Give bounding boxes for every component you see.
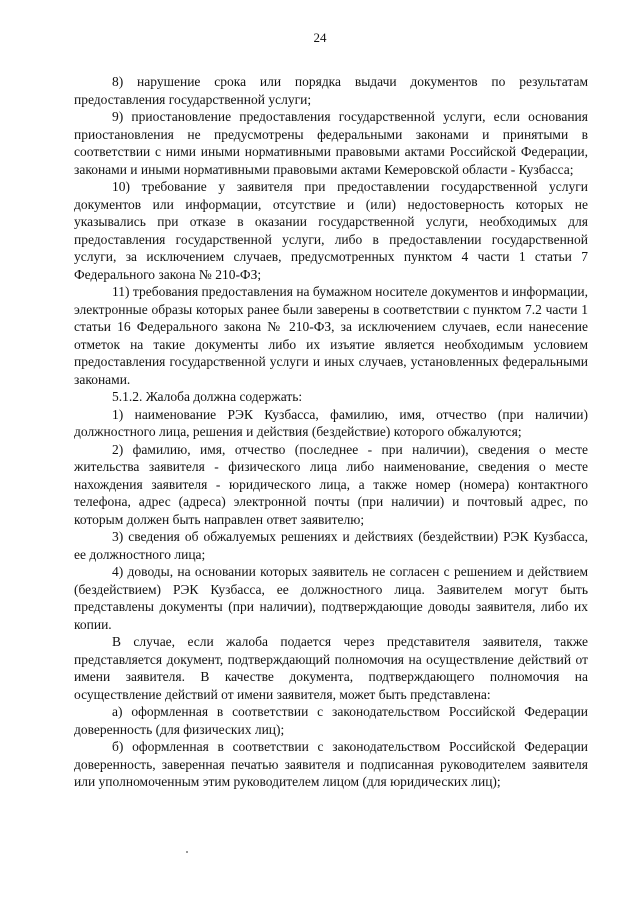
paragraph-representative: В случае, если жалоба подается через представителя заявителя, также представляется документ, подтверждающий полномочия на осуществление действий от имени заявителя. В качестве документа, подтверждающего полномочия на осуществление действий от имени заявителя, может быть представлена: (74, 634, 588, 702)
paragraph-item-8: 8) нарушение срока или порядка выдачи документов по результатам предоставления государственной услуги; (74, 74, 588, 107)
paragraph-item-10: 10) требование у заявителя при предоставлении государственной услуги документов или информации, отсутствие и (или) недостоверность которых не указывались при отказе в оказании государственной услуги, необходимых для предоставления государственной услуги, либо в предоставлении государственной услуги, за исключением случаев, предусмотренных пунктом 4 части 1 статьи 7 Федерального закона № 210-ФЗ; (74, 179, 588, 282)
section-heading-5-1-2: 5.1.2. Жалоба должна содержать: (112, 389, 303, 404)
paragraph-option-a: а) оформленная в соответствии с законодательством Российской Федерации доверенность (для физических лиц); (74, 704, 588, 737)
paragraph-complaint-3: 3) сведения об обжалуемых решениях и действиях (бездействии) РЭК Кузбасса, ее должностного лица; (74, 529, 588, 562)
paragraph-complaint-2: 2) фамилию, имя, отчество (последнее - при наличии), сведения о месте жительства заявителя - физического лица либо наименование, сведения о месте нахождения заявителя - юридического лица, а также номер (номера) контактного телефона, адрес (адреса) электронной почты (при наличии) и почтовый адрес, по которым должен быть направлен ответ заявителю; (74, 441, 588, 527)
paragraph-complaint-4: 4) доводы, на основании которых заявитель не согласен с решением и действием (бездействием) РЭК Кузбасса, ее должностного лица. Заявителем могут быть представлены документы (при наличии), подтверждающие доводы заявителя, либо их копии. (74, 564, 588, 632)
paragraph-item-9: 9) приостановление предоставления государственной услуги, если основания приостановления не предусмотрены федеральными законами и принятыми в соответствии с ними иными нормативными правовыми актами Российской Федерации, законами и иными нормативными правовыми актами Кемеровской области - Кузбасса; (74, 109, 588, 177)
document-body (74, 73, 588, 791)
paragraph-complaint-1: 1) наименование РЭК Кузбасса, фамилию, имя, отчество (при наличии) должностного лица, решения и действия (бездействие) которого обжалуются; (74, 406, 588, 439)
page-number: 24 (313, 30, 327, 45)
scan-speck (186, 851, 188, 853)
paragraph-item-11: 11) требования предоставления на бумажном носителе документов и информации, электронные образы которых ранее были заверены в соответствии с пунктом 7.2 части 1 статьи 16 Федерального закона № 210-ФЗ, за исключением случаев, если нанесение отметок на такие документы либо их изъятие является необходимым условием предоставления государственной услуги и иных случаев, установленных федеральными законами. (74, 284, 588, 387)
paragraph-option-b: б) оформленная в соответствии с законодательством Российской Федерации доверенность, заверенная печатью заявителя и подписанная руководителем заявителя или уполномоченным этим руководителем лицом (для юридических лиц); (74, 739, 588, 789)
